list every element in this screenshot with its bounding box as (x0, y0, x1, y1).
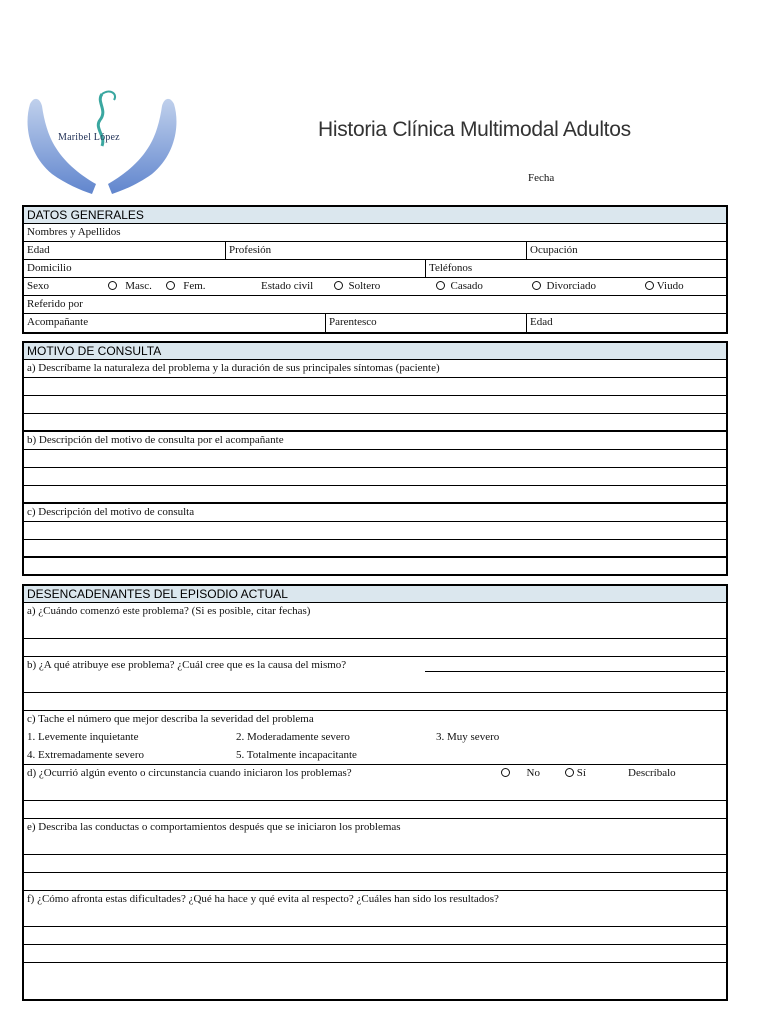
referido-row[interactable] (24, 296, 726, 314)
ocupacion-field[interactable] (526, 242, 578, 259)
no-label: No (526, 767, 540, 779)
answer-line[interactable] (24, 801, 726, 819)
fem-option[interactable] (166, 278, 206, 294)
no-option[interactable] (501, 765, 540, 781)
domicilio-row (24, 260, 726, 278)
casado-option[interactable] (436, 278, 483, 294)
acompanante-row (24, 314, 726, 332)
profesion-field[interactable] (225, 242, 271, 259)
desenc-c-label: c) Tache el número que mejor describa la severidad del problema (27, 713, 314, 725)
desenc-d-label: d) ¿Ocurrió algún evento o circunstancia cuando iniciaron los problemas? (27, 767, 352, 779)
logo (22, 84, 182, 196)
section-header: DESENCADENANTES DEL EPISODIO ACTUAL (24, 586, 726, 603)
desenc-f-row[interactable] (24, 891, 726, 927)
radio-icon[interactable] (166, 281, 175, 290)
severity-option-4[interactable]: 4. Extremadamente severo (27, 749, 144, 761)
edad2-label: Edad (530, 316, 553, 328)
answer-line[interactable] (24, 486, 726, 504)
answer-line[interactable] (24, 873, 726, 891)
referido-label: Referido por (27, 298, 83, 310)
answer-line[interactable] (24, 927, 726, 945)
telefonos-field[interactable] (425, 260, 472, 277)
radio-icon[interactable] (501, 768, 510, 777)
section-header: MOTIVO DE CONSULTA (24, 343, 726, 360)
divorciado-option[interactable] (532, 278, 596, 294)
ocupacion-label: Ocupación (530, 244, 578, 256)
answer-line[interactable] (24, 522, 726, 540)
section-header: DATOS GENERALES (24, 207, 726, 224)
page-title: Historia Clínica Multimodal Adultos (318, 118, 631, 141)
answer-line[interactable] (24, 639, 726, 657)
desenc-b-row[interactable] (24, 657, 726, 693)
casado-label: Casado (450, 280, 483, 292)
edad2-field[interactable] (526, 314, 553, 332)
fecha-label: Fecha (528, 172, 555, 184)
masc-option[interactable] (108, 278, 152, 294)
parentesco-field[interactable] (325, 314, 377, 332)
edad-row (24, 242, 726, 260)
answer-line[interactable] (24, 468, 726, 486)
radio-icon[interactable] (334, 281, 343, 290)
desenc-d-row (24, 765, 726, 801)
parentesco-label: Parentesco (329, 316, 377, 328)
answer-line[interactable] (24, 945, 726, 963)
motivo-b-row[interactable] (24, 432, 726, 450)
domicilio-label: Domicilio (27, 262, 72, 274)
severity-option-2[interactable]: 2. Moderadamente severo (236, 731, 350, 743)
motivo-c-label: c) Descripción del motivo de consulta (27, 506, 195, 518)
underline (425, 671, 725, 672)
profesion-label: Profesión (229, 244, 272, 256)
describalo-label: Descríbalo (628, 767, 676, 779)
answer-line[interactable] (24, 693, 726, 711)
answer-line[interactable] (24, 414, 726, 432)
desenc-e-label: e) Describa las conductas o comportamientos después que se iniciaron los problemas (27, 821, 401, 833)
answer-line[interactable] (24, 396, 726, 414)
acompanante-field[interactable] (24, 314, 88, 332)
motivo-section (22, 341, 728, 576)
radio-icon[interactable] (565, 768, 574, 777)
fem-label: Fem. (183, 280, 206, 292)
edad-label: Edad (27, 244, 50, 256)
answer-line[interactable] (24, 450, 726, 468)
motivo-b-label: b) Descripción del motivo de consulta por el acompañante (27, 434, 284, 446)
severity-option-5[interactable]: 5. Totalmente incapacitante (236, 749, 357, 761)
viudo-label: Viudo (656, 280, 684, 292)
severity-option-3[interactable]: 3. Muy severo (436, 731, 500, 743)
answer-line[interactable] (24, 963, 726, 979)
desencadenantes-section (22, 584, 728, 1001)
desenc-a-row[interactable] (24, 603, 726, 639)
radio-icon[interactable] (532, 281, 541, 290)
masc-label: Masc. (125, 280, 152, 292)
desenc-b-label: b) ¿A qué atribuye ese problema? ¿Cuál cree que es la causa del mismo? (27, 659, 347, 671)
answer-line[interactable] (24, 540, 726, 558)
motivo-a-label: a) Descríbame la naturaleza del problema y la duración de sus principales síntomas (paciente) (27, 362, 440, 374)
sexo-label: Sexo (27, 280, 49, 292)
severity-option-1[interactable]: 1. Levemente inquietante (27, 731, 139, 743)
answer-line[interactable] (24, 855, 726, 873)
datos-generales-section (22, 205, 728, 334)
viudo-option[interactable] (645, 278, 684, 294)
soltero-option[interactable] (334, 278, 380, 294)
radio-icon[interactable] (645, 281, 654, 290)
nombres-row[interactable] (24, 224, 726, 242)
si-label: Sí (576, 767, 586, 779)
desenc-e-row[interactable] (24, 819, 726, 855)
motivo-a-row[interactable] (24, 360, 726, 378)
desenc-a-label: a) ¿Cuándo comenzó este problema? (Si es posible, citar fechas) (27, 605, 311, 617)
desenc-c-row (24, 711, 726, 765)
answer-line[interactable] (24, 558, 726, 574)
sexo-row (24, 278, 726, 296)
nombres-label: Nombres y Apellidos (27, 226, 121, 238)
radio-icon[interactable] (436, 281, 445, 290)
telefonos-label: Teléfonos (429, 262, 473, 274)
estado-civil-label: Estado civil (261, 280, 314, 292)
divorciado-label: Divorciado (546, 280, 596, 292)
edad-field[interactable] (24, 242, 50, 259)
soltero-label: Soltero (348, 280, 381, 292)
radio-icon[interactable] (108, 281, 117, 290)
logo-name: Maribel López (58, 132, 120, 143)
domicilio-field[interactable] (24, 260, 72, 277)
acompanante-label: Acompañante (27, 316, 89, 328)
motivo-c-row[interactable] (24, 504, 726, 522)
desenc-f-label: f) ¿Cómo afronta estas dificultades? ¿Qué ha hace y qué evita al respecto? ¿Cuáles han sido los resultados? (27, 893, 499, 905)
si-option[interactable] (565, 765, 586, 781)
answer-line[interactable] (24, 378, 726, 396)
